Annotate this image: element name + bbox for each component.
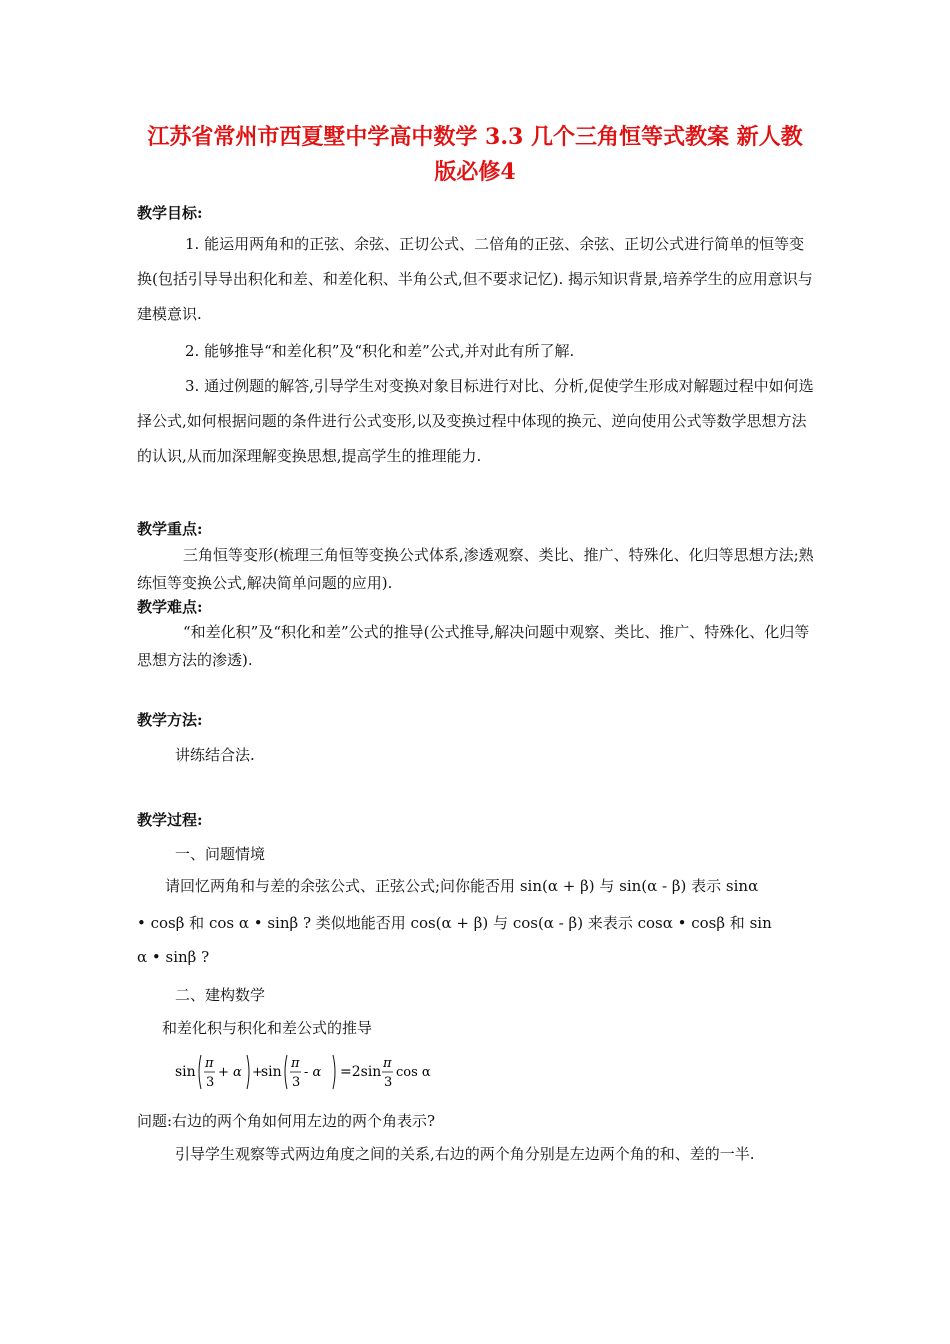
question-text: 问题:右边的两个角如何用左边的两个角表示? xyxy=(137,1112,436,1130)
difficulties-text: “和差化积”及“积化和差”公式的推导(公式推导,解决问题中观察、类比、推广、特殊化、化归等思想方法的渗透). xyxy=(137,623,810,669)
formula-sin-2: sin xyxy=(261,1064,282,1080)
section-2-heading: 二、建构数学 xyxy=(175,986,266,1004)
question-line-3: α • sinβ ? xyxy=(137,948,210,966)
document-title-line1: 江苏省常州市西夏墅中学高中数学 3.3 几个三角恒等式教案 新人教 xyxy=(147,124,803,150)
derivation-title: 和差化积与积化和差公式的推导 xyxy=(162,1019,373,1037)
formula-three-3: 3 xyxy=(384,1075,393,1090)
difficulties-heading: 教学难点: xyxy=(137,598,203,616)
formula-paren-left-1 xyxy=(199,1055,201,1089)
formula-three-1: 3 xyxy=(206,1075,215,1090)
section-1-heading: 一、问题情境 xyxy=(175,845,266,863)
objective-item-2: 2. 能够推导“和差化积”及“积化和差”公式,并对此有所了解. xyxy=(185,342,575,360)
formula-three-2: 3 xyxy=(292,1075,301,1090)
key-points-heading: 教学重点: xyxy=(137,520,203,538)
formula-paren-left-2 xyxy=(285,1055,287,1089)
method-text: 讲练结合法. xyxy=(175,746,255,764)
formula-sin-1: sin xyxy=(175,1064,196,1080)
formula-paren-right-2 xyxy=(333,1055,335,1089)
formula-plus-alpha: + α xyxy=(218,1065,242,1080)
document-title-line2: 版必修4 xyxy=(434,159,516,185)
formula-pi-2: π xyxy=(291,1056,300,1071)
guide-text: 引导学生观察等式两边角度之间的关系,右边的两个角分别是左边两个角的和、差的一半. xyxy=(175,1145,755,1163)
question-line-2: • cosβ 和 cos α • sinβ ? 类似地能否用 cos(α + β) 与 cos(α - β) 来表示 cosα • cosβ 和 sin xyxy=(137,914,772,932)
question-line-1: 请回忆两角和与差的余弦公式、正弦公式;问你能否用 sin(α + β) 与 sin(α - β) 表示 sinα xyxy=(165,877,759,895)
method-heading: 教学方法: xyxy=(137,711,203,729)
formula-pi-1: π xyxy=(205,1056,214,1071)
objectives-heading: 教学目标: xyxy=(137,204,203,222)
sum-to-product-formula xyxy=(175,1050,435,1094)
formula-minus-alpha: - α xyxy=(304,1065,322,1080)
formula-plus: + xyxy=(252,1065,263,1080)
objective-item-1: 1. 能运用两角和的正弦、余弦、正切公式、二倍角的正弦、余弦、正切公式进行简单的恒等变换(包括引导导出积化和差、和差化积、半角公式,但不要求记忆). 揭示知识背景,培养学生的应用意识与建模意识. xyxy=(137,235,813,323)
objective-item-3: 3. 通过例题的解答,引导学生对变换对象目标进行对比、分析,促使学生形成对解题过程中如何选择公式,如何根据问题的条件进行公式变形,以及变换过程中体现的换元、逆向使用公式等数学思想方法的认识,从而加深理解变换思想,提高学生的推理能力. xyxy=(137,377,814,465)
process-heading: 教学过程: xyxy=(137,811,203,829)
formula-equals-2sin: =2sin xyxy=(340,1064,382,1080)
formula-paren-right-1 xyxy=(247,1055,249,1089)
formula-cos-alpha: cos α xyxy=(396,1065,431,1080)
key-points-text: 三角恒等变形(梳理三角恒等变换公式体系,渗透观察、类比、推广、特殊化、化归等思想方法;熟练恒等变换公式,解决简单问题的应用). xyxy=(137,546,814,592)
formula-pi-3: π xyxy=(383,1056,392,1071)
